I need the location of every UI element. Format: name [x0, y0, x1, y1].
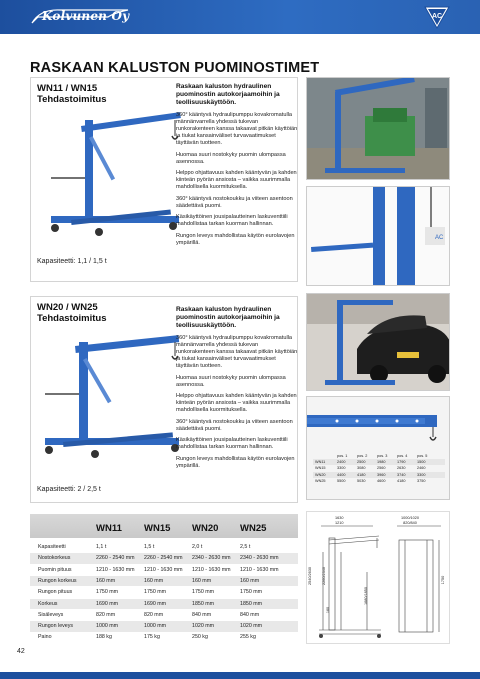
- spec-row-label: Rungon leveys: [38, 623, 74, 630]
- spec-table-row: [30, 610, 298, 621]
- dimension-drawing: [306, 511, 450, 644]
- product-description: [176, 306, 298, 474]
- spec-table-row: [30, 587, 298, 598]
- spec-cell: 1210 - 1630 mm: [240, 566, 279, 573]
- crane-image: [41, 108, 191, 243]
- boom-column-header: pos. 1: [337, 454, 348, 458]
- spec-table-row: [30, 565, 298, 576]
- svg-text:AC: AC: [435, 235, 444, 241]
- description-paragraph: Helppo ohjattavuus kahden kääntyvän ja kahden kiinteän pyörän ansiosta – vaikka suurimmalla mahdollisella kuormituksella.: [176, 393, 297, 413]
- spec-cell: 1020 mm: [192, 623, 215, 630]
- spec-row-label: Nostokorkeus: [38, 555, 71, 562]
- description-paragraph: 360° kääntyvä nostokoukku ja viiteen asentoon säädettävä puomi.: [176, 195, 293, 209]
- spec-cell: 175 kg: [144, 634, 160, 641]
- spec-cell: 2260 - 2540 mm: [96, 555, 135, 562]
- spec-cell: 1210 - 1630 mm: [192, 566, 231, 573]
- description-paragraph: Käsikäyttöinen jousipalautteinen laskuventtiili mahdollistaa tarkan kuorman hallinnan.: [176, 214, 288, 227]
- spec-cell: 1750 mm: [240, 589, 263, 596]
- spec-row-label: Kapasiteetti: [38, 544, 66, 550]
- spec-column-header: WN20: [192, 523, 219, 534]
- boom-cell: 2400: [337, 460, 346, 465]
- boom-cell: 4180: [397, 478, 406, 483]
- boom-column-header: pos. 4: [397, 454, 408, 458]
- boom-cell: 2560: [377, 466, 386, 471]
- dimension-label-left-b: 2260/2340: [321, 567, 326, 585]
- boom-cell: 5500: [337, 478, 346, 483]
- spec-cell: 820 mm: [96, 611, 116, 618]
- spec-cell: 1020 mm: [240, 623, 263, 630]
- spec-table-row: [30, 576, 298, 587]
- boom-column-header: pos. 3: [377, 454, 388, 458]
- boom-cell: 3750: [417, 478, 426, 483]
- spec-cell: 160 mm: [96, 577, 116, 584]
- brand-logo[interactable]: [30, 7, 130, 27]
- spec-cell: 1850 mm: [192, 600, 215, 607]
- spec-row-label: Paino: [38, 634, 52, 641]
- spec-cell: 2340 - 2630 mm: [192, 555, 231, 562]
- spec-table-row: [30, 632, 298, 643]
- spec-cell: 1690 mm: [144, 600, 167, 607]
- spec-cell: 1210 - 1630 mm: [144, 566, 183, 573]
- boom-cell: 3300: [337, 466, 346, 471]
- boom-capacity-table: [313, 453, 445, 484]
- ac-badge-icon: [424, 4, 450, 30]
- spec-cell: 1210 - 1630 mm: [96, 566, 135, 573]
- spec-cell: 160 mm: [144, 577, 164, 584]
- hook-and-leg-photo: [306, 186, 450, 286]
- brand-name: Kolvunen Oy: [42, 9, 130, 23]
- spec-table-row: [30, 553, 298, 564]
- spec-cell: 1750 mm: [192, 589, 215, 596]
- spec-table-header: [30, 514, 298, 538]
- boom-cell: 2630: [397, 466, 406, 471]
- product-capacity: Kapasiteetti: 1,1 / 1,5 t: [37, 258, 107, 265]
- description-paragraph: Rungon leveys mahdollistaa käytön eurolavojen ympärillä.: [176, 232, 295, 246]
- spec-cell: 2260 - 2540 mm: [144, 555, 183, 562]
- spec-cell: 1000 mm: [96, 623, 119, 630]
- description-paragraph: Rungon leveys mahdollistaa käytön eurolavojen ympärillä.: [176, 455, 295, 469]
- product-capacity: Kapasiteetti: 2 / 2,5 t: [37, 486, 101, 493]
- spec-cell: 255 kg: [240, 634, 256, 641]
- spec-column-header: WN25: [240, 523, 267, 534]
- description-paragraph: 360° kääntyvä hydraulipumppu kovakromatulla männänvarrella yhdessä tukevan runkorakenteen kanssa takaavat pitkän käyttöiän ja tiukat kansainväliset turvavaatimukset täyttävän tuotteen.: [176, 112, 298, 146]
- workshop-photo: [306, 77, 450, 180]
- dimension-label-bottom: 160: [326, 606, 331, 614]
- spec-cell: 188 kg: [96, 634, 112, 641]
- spec-row-label: Rungon pituus: [38, 589, 73, 596]
- ac-badge-text: AC: [431, 13, 443, 20]
- boom-positions-panel: [306, 396, 450, 500]
- spec-cell: 1850 mm: [240, 600, 263, 607]
- spec-row-label: Sisäleveys: [38, 611, 64, 618]
- spec-cell: 1690 mm: [96, 600, 119, 607]
- dimension-label-top-left: 1630 1210: [335, 516, 344, 525]
- spec-cell: 840 mm: [240, 611, 260, 618]
- boom-cell: 3740: [397, 472, 406, 477]
- spec-cell: 2,5 t: [240, 544, 251, 550]
- page-number: 42: [17, 648, 25, 655]
- spec-cell: 840 mm: [192, 611, 212, 618]
- spec-column-header: WN15: [144, 523, 171, 534]
- boom-row-model: WN20: [315, 472, 326, 477]
- spec-cell: 160 mm: [240, 577, 260, 584]
- boom-table-row: [313, 478, 445, 484]
- dimension-label-right: 1750: [441, 575, 446, 585]
- boom-row-model: WN15: [315, 466, 326, 471]
- header-bar: [0, 0, 480, 34]
- crane-image: [39, 332, 189, 462]
- boom-cell: 2500: [357, 460, 366, 465]
- boom-cell: 4600: [377, 478, 386, 483]
- boom-cell: 3300: [417, 472, 426, 477]
- boom-cell: 1790: [397, 460, 406, 465]
- spec-table-row: [30, 542, 298, 553]
- description-paragraph: Huomaa suuri nostokyky puomin ulompassa asennossa.: [176, 151, 286, 165]
- spec-row-label: Rungon korkeus: [38, 577, 77, 584]
- description-heading: Raskaan kaluston hydraulinen puominostin autokorjaamoihin ja teollisuuskäyttöön.: [176, 306, 280, 329]
- boom-column-header: pos. 5: [417, 454, 428, 458]
- description-heading: Raskaan kaluston hydraulinen puominostin autokorjaamoihin ja teollisuuskäyttöön.: [176, 83, 280, 106]
- description-paragraph: Helppo ohjattavuus kahden kääntyvän ja kahden kiinteän pyörän ansiosta – vaikka suurimmalla mahdollisella kuormituksella.: [176, 170, 297, 190]
- spec-cell: 1750 mm: [144, 589, 167, 596]
- boom-cell: 2460: [417, 466, 426, 471]
- spec-table-row: [30, 621, 298, 632]
- spec-cell: 1750 mm: [96, 589, 119, 596]
- spec-row-label: Puomin pituus: [38, 566, 72, 573]
- spec-cell: 1000 mm: [144, 623, 167, 630]
- boom-cell: 4180: [357, 472, 366, 477]
- description-paragraph: Käsikäyttöinen jousipalautteinen laskuventtiili mahdollistaa tarkan kuorman hallinnan.: [176, 437, 288, 450]
- spec-cell: 1,1 t: [96, 544, 107, 550]
- dimension-label-top-right: 1000/1020 820/840: [401, 516, 419, 525]
- boom-column-header: pos. 2: [357, 454, 368, 458]
- dimension-label-mid: 1680/1850: [363, 587, 368, 605]
- boom-cell: 1980: [377, 460, 386, 465]
- description-paragraph: 360° kääntyvä hydraulipumppu kovakromatulla männänvarrella yhdessä tukevan runkorakenteen kanssa takaavat pitkän käyttöiän ja tiukat kansainväliset turvavaatimukset täyttävän tuotteen.: [176, 335, 298, 369]
- spec-cell: 2340 - 2630 mm: [240, 555, 279, 562]
- footer-bar: [0, 672, 480, 679]
- description-paragraph: 360° kääntyvä nostokoukku ja viiteen asentoon säädettävä puomi.: [176, 418, 293, 432]
- boom-cell: 3080: [357, 466, 366, 471]
- boom-row-model: WN11: [315, 460, 326, 465]
- spec-column-header: WN11: [96, 523, 122, 534]
- spec-table-row: [30, 599, 298, 610]
- boom-cell: 3960: [377, 472, 386, 477]
- spec-row-label: Korkeus: [38, 600, 58, 607]
- spec-cell: 160 mm: [192, 577, 212, 584]
- product-description: [176, 83, 298, 251]
- spec-cell: 1,5 t: [144, 544, 155, 550]
- spec-cell: 250 kg: [192, 634, 208, 641]
- product-model: WN11 / WN15 Tehdastoimitus: [37, 83, 107, 105]
- boom-cell: 1500: [417, 460, 426, 465]
- car-lift-photo: [306, 293, 450, 391]
- boom-cell: 4400: [337, 472, 346, 477]
- boom-cell: 5030: [357, 478, 366, 483]
- dimension-label-left-a: 2540/2630: [307, 567, 312, 585]
- boom-row-model: WN25: [315, 478, 326, 483]
- product-model: WN20 / WN25 Tehdastoimitus: [37, 302, 107, 324]
- description-paragraph: Huomaa suuri nostokyky puomin ulompassa asennossa.: [176, 374, 286, 388]
- page-title: RASKAAN KALUSTON PUOMINOSTIMET: [30, 60, 320, 76]
- spec-cell: 820 mm: [144, 611, 164, 618]
- spec-cell: 2,0 t: [192, 544, 203, 550]
